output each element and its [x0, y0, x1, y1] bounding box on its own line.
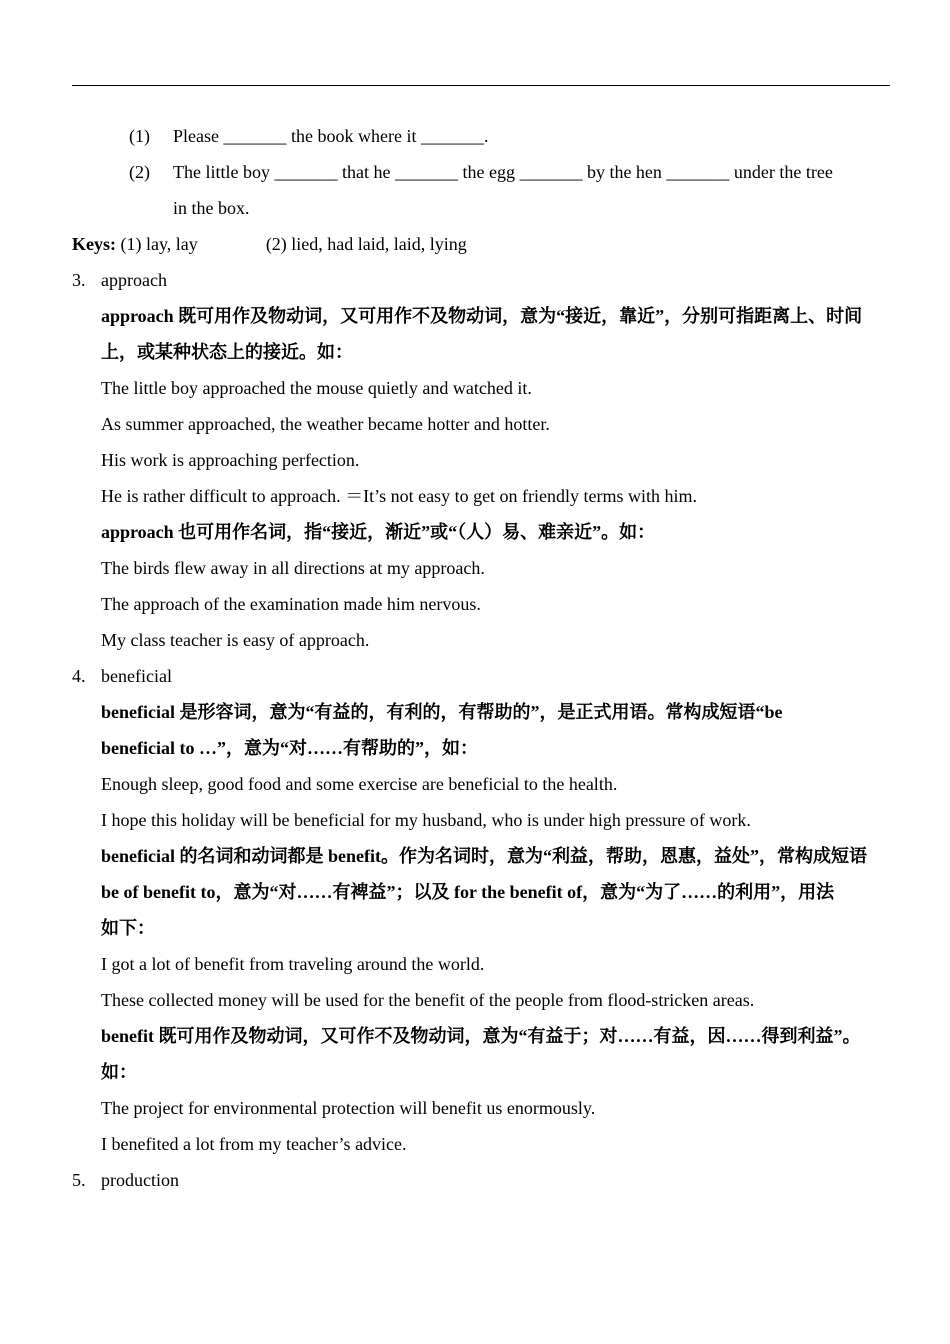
document-body — [72, 118, 892, 1198]
section-5-heading — [72, 1162, 892, 1198]
section-4-desc-3-line-1: benefit 既可用作及物动词，又可作不及物动词，意为“有益于；对……有益，因……得到利益”。 — [101, 1026, 861, 1046]
section-5-number: 5. — [72, 1170, 86, 1190]
header-rule — [72, 85, 890, 86]
section-3-example-2: As summer approached, the weather became hotter and hotter. — [101, 414, 550, 434]
exercise-item-2-text: The little boy _______ that he _______ the egg _______ by the hen _______ under the tree — [173, 162, 833, 182]
keys-label: Keys: — [72, 234, 116, 254]
section-4-example-5: The project for environmental protection will benefit us enormously. — [101, 1098, 596, 1118]
keys-part-1: (1) lay, lay — [116, 234, 198, 254]
section-4-example-3: I got a lot of benefit from traveling around the world. — [101, 954, 485, 974]
exercise-item-1-number: (1) — [129, 126, 150, 146]
exercise-item-1 — [72, 118, 892, 154]
section-3-heading — [72, 262, 892, 298]
section-3-example-3: His work is approaching perfection. — [101, 450, 360, 470]
section-3-desc-1-line-2: 上，或某种状态上的接近。如： — [101, 342, 353, 362]
section-3-example-4: He is rather difficult to approach. ＝It’s not easy to get on friendly terms with him. — [101, 486, 698, 506]
section-4-title: beneficial — [101, 666, 172, 686]
exercise-item-1-text: Please _______ the book where it _______. — [173, 126, 489, 146]
exercise-item-2-number: (2) — [129, 162, 150, 182]
section-4-desc-1-line-1: beneficial 是形容词，意为“有益的，有利的，有帮助的”，是正式用语。常构成短语“be — [101, 702, 783, 722]
section-4-example-1: Enough sleep, good food and some exercise are beneficial to the health. — [101, 774, 618, 794]
section-5-title: production — [101, 1170, 179, 1190]
section-3-number: 3. — [72, 270, 86, 290]
section-3-example-6: The approach of the examination made him nervous. — [101, 594, 481, 614]
answer-keys — [72, 226, 892, 262]
section-4-heading — [72, 658, 892, 694]
section-4-example-6: I benefited a lot from my teacher’s advice. — [101, 1134, 407, 1154]
section-3-example-7: My class teacher is easy of approach. — [101, 630, 370, 650]
section-4-desc-2-line-1: beneficial 的名词和动词都是 benefit。作为名词时，意为“利益，帮助，恩惠，益处”，常构成短语 — [101, 846, 867, 866]
section-3-example-1: The little boy approached the mouse quietly and watched it. — [101, 378, 532, 398]
section-3-desc-1-line-1: approach 既可用作及物动词，又可用作不及物动词，意为“接近，靠近”，分别可指距离上、时间 — [101, 306, 863, 326]
section-4-desc-2-line-2: be of benefit to，意为“对……有裨益”；以及 for the benefit of，意为“为了……的利用”，用法 — [101, 882, 835, 902]
section-4-desc-1-line-2: beneficial to …”，意为“对……有帮助的”，如： — [101, 738, 478, 758]
keys-part-2: (2) lied, had laid, laid, lying — [265, 234, 467, 254]
section-3-title: approach — [101, 270, 167, 290]
section-4-desc-3-line-2: 如： — [101, 1062, 137, 1082]
exercise-item-2 — [72, 154, 892, 190]
section-4-desc-2-line-3: 如下： — [101, 918, 155, 938]
section-3-example-5: The birds flew away in all directions at my approach. — [101, 558, 485, 578]
section-4-number: 4. — [72, 666, 86, 686]
section-3-desc-2: approach 也可用作名词，指“接近，渐近”或“（人）易、难亲近”。如： — [101, 522, 656, 542]
section-4-example-4: These collected money will be used for the benefit of the people from flood-stricken areas. — [101, 990, 755, 1010]
exercise-item-2-continuation: in the box. — [173, 198, 250, 218]
section-4-example-2: I hope this holiday will be beneficial for my husband, who is under high pressure of work. — [101, 810, 751, 830]
